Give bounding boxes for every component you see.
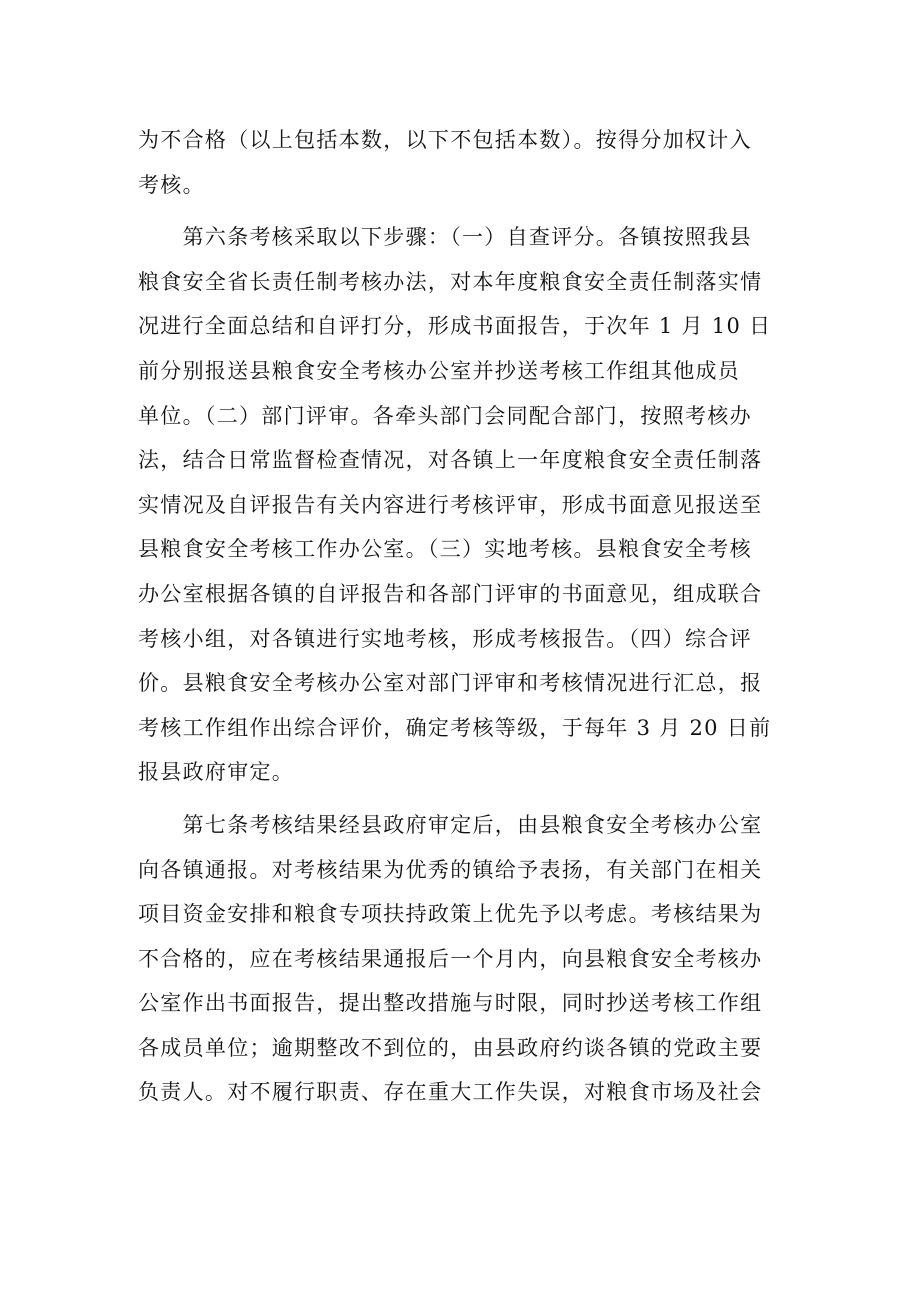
text-line: 办公室根据各镇的自评报告和各部门评审的书面意见，组成联合: [138, 581, 763, 606]
text-line: 考核小组，对各镇进行实地考核，形成考核报告。（四）综合评: [138, 626, 752, 651]
text-line: 考核。: [138, 172, 205, 197]
text-line: 粮食安全省长责任制考核办法，对本年度粮食安全责任制落实情: [138, 269, 763, 294]
text-line: 为不合格（以上包括本数，以下不包括本数）。按得分加权计入: [138, 128, 752, 152]
text-line: 第六条考核采取以下步骤：（一）自查评分。各镇按照我县: [138, 225, 752, 250]
text-line: 项目资金安排和粮食专项扶持政策上优先予以考虑。考核结果为: [138, 902, 763, 927]
text-line: 考核工作组作出综合评价，确定考核等级，于每年 3 月 20 日前: [138, 715, 772, 740]
text-line: 公室作出书面报告，提出整改措施与时限，同时抄送考核工作组: [138, 991, 763, 1016]
paragraph-article-7: [138, 803, 790, 1115]
text-line: 向各镇通报。对考核结果为优秀的镇给予表扬，有关部门在相关: [138, 857, 763, 882]
text-line: 县粮食安全考核工作办公室。（三）实地考核。县粮食安全考核: [138, 537, 752, 562]
text-line: 不合格的，应在考核结果通报后一个月内，向县粮食安全考核办: [138, 946, 763, 971]
text-line: 法，结合日常监督检查情况，对各镇上一年度粮食安全责任制落: [138, 448, 763, 473]
text-line: 况进行全面总结和自评打分，形成书面报告，于次年 1 月 10 日: [138, 314, 772, 339]
paragraph-continuation: [138, 118, 790, 207]
paragraph-article-6: [138, 215, 790, 795]
text-line: 报县政府审定。: [138, 760, 295, 785]
text-line: 前分别报送县粮食安全考核办公室并抄送考核工作组其他成员: [138, 358, 741, 383]
text-line: 单位。（二）部门评审。各牵头部门会同配合部门，按照考核办: [138, 403, 752, 428]
text-line: 实情况及自评报告有关内容进行考核评审，形成书面意见报送至: [138, 492, 763, 517]
text-line: 负责人。对不履行职责、存在重大工作失误，对粮食市场及社会: [138, 1080, 763, 1105]
text-line: 各成员单位；逾期整改不到位的，由县政府约谈各镇的党政主要: [138, 1035, 763, 1060]
document-body: [138, 118, 790, 1115]
text-line: 价。县粮食安全考核办公室对部门评审和考核情况进行汇总，报: [138, 671, 763, 696]
text-line: 第七条考核结果经县政府审定后，由县粮食安全考核办公室: [138, 812, 763, 837]
